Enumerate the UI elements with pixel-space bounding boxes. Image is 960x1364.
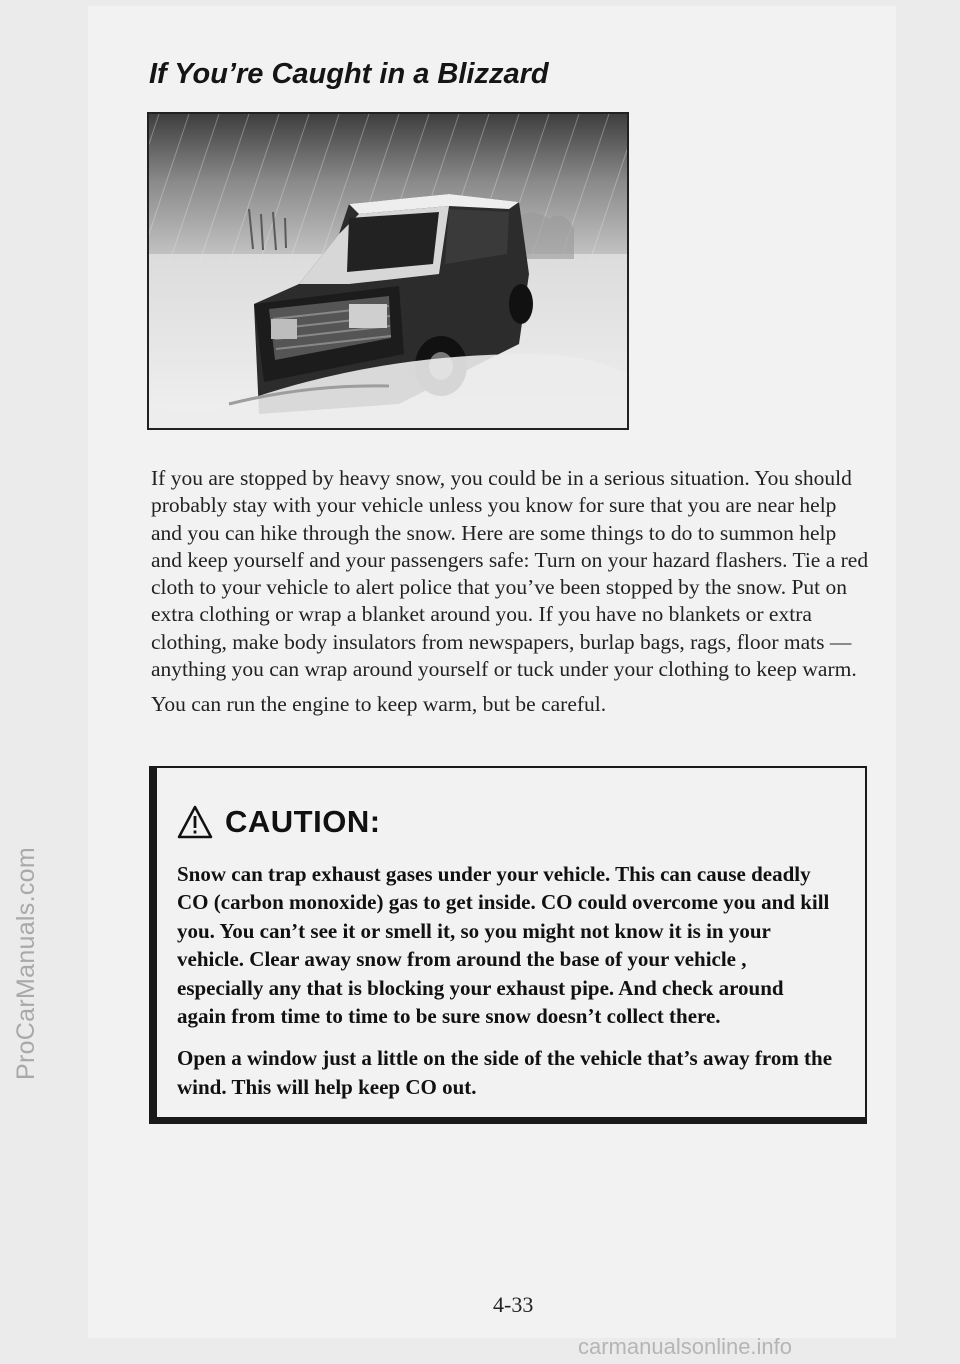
page-number: 4-33 [493,1292,534,1317]
caution-box [149,766,867,1124]
section-heading: If You’re Caught in a Blizzard [149,58,549,90]
paragraph: You can run the engine to keep warm, but be careful. [151,692,607,717]
blizzard-van-photo [147,112,629,430]
paragraph: If you are stopped by heavy snow, you could be in a serious situation. You should probably stay with your vehicle unless you know for sure that you are near help and you can hike through the snow. Here are some things to do to summon help and keep yourself and your passengers safe: Turn on your hazard flashers. Tie a red cloth to your vehicle to alert police that you’ve been stopped by the snow. Put on extra clothing or wrap a blanket around you. If you have no blankets or extra clothing, make body insulators from newspapers, burlap bags, rags, floor mats — anything you can wrap around yourself or tuck under your clothing to keep warm. [151,466,869,682]
body-text [151,465,871,727]
bottom-watermark: carmanualsonline.info [578,1334,793,1359]
caution-paragraph: Snow can trap exhaust gases under your vehicle. This can cause deadly CO (carbon monoxide) gas to get inside. CO could overcome you and kill you. You can’t see it or smell it, so you might not know it is in your vehicle. Clear away snow from around the base of your vehicle , especially any that is blocking your exhaust pipe. And check around again from time to time to be sure snow doesn’t collect there. [177,862,830,1029]
caution-paragraph: Open a window just a little on the side of the vehicle that’s away from the wind. This will help keep CO out. [177,1046,833,1099]
caution-text [177,860,837,1115]
side-watermark: ProCarManuals.com [12,847,40,1080]
warning-triangle-icon [177,805,213,839]
caution-title: CAUTION: [225,804,381,839]
caution-heading [177,804,381,840]
